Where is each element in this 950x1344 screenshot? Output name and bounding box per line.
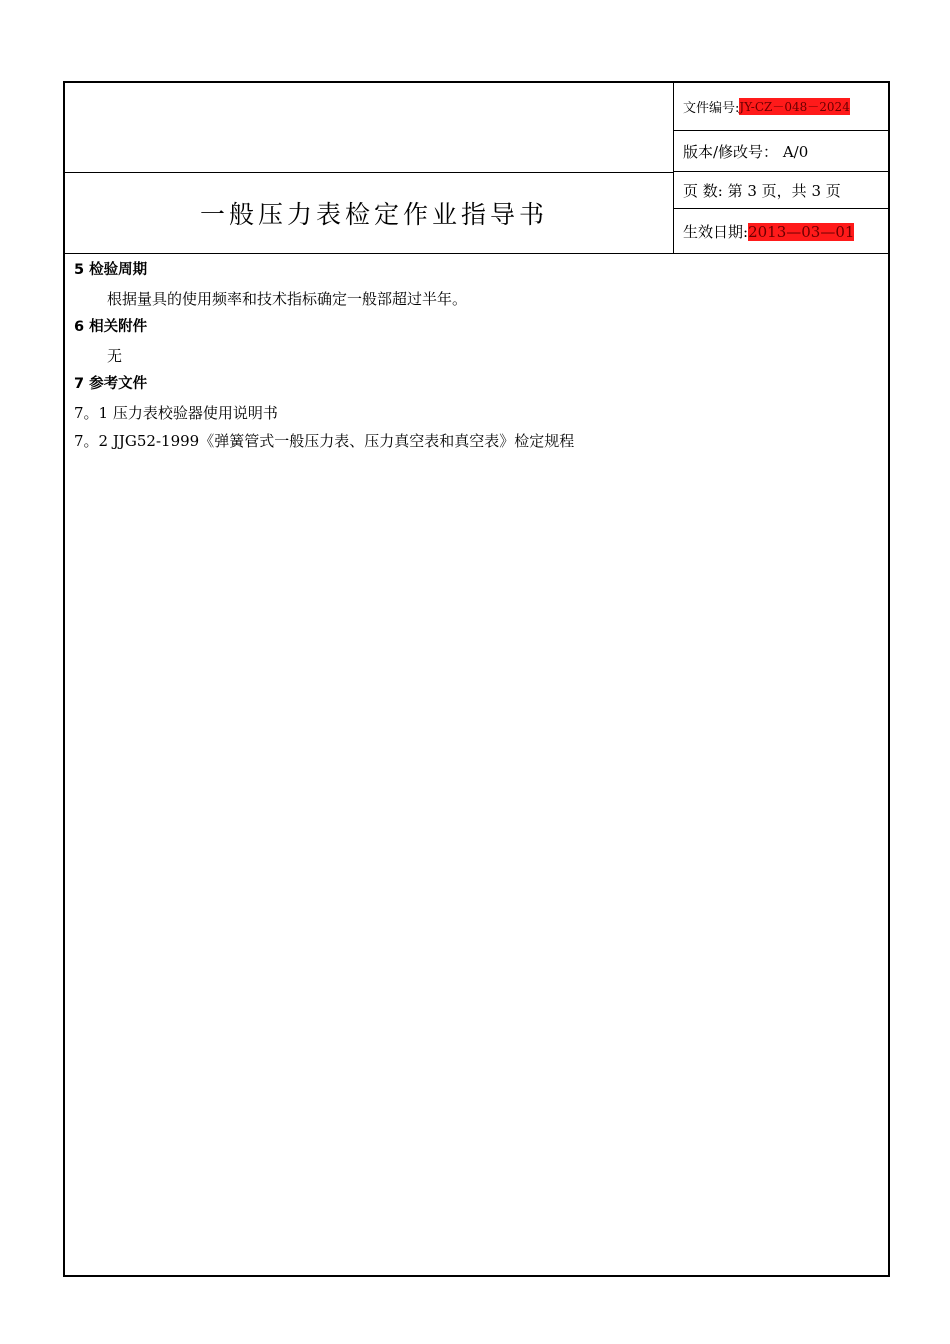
section-body-attachments: 无 xyxy=(107,346,123,365)
doc-number-value: JY-CZ－048－2024 xyxy=(739,100,850,114)
logo-area xyxy=(65,83,674,173)
document-header xyxy=(65,83,888,254)
effective-date-label: 生效日期: xyxy=(683,223,749,241)
version-cell xyxy=(674,132,890,172)
document-body xyxy=(74,256,879,456)
section-heading-attachments: 6 相关附件 xyxy=(74,319,148,335)
pages-cell xyxy=(674,173,890,209)
section-heading-inspection-cycle: 5 检验周期 xyxy=(74,262,148,278)
doc-number-label: 文件编号: xyxy=(683,101,740,116)
title-cell xyxy=(65,173,674,253)
version-label: 版本/修改号： xyxy=(683,143,779,161)
reference-item: 7。1 压力表校验器使用说明书 xyxy=(74,403,278,422)
section-heading-references: 7 参考文件 xyxy=(74,376,148,392)
page-title: 一般压力表检定作业指导书 xyxy=(199,200,548,229)
effective-date-value: 2013—03—01 xyxy=(748,222,855,241)
document-frame xyxy=(63,81,890,1277)
version-value: A/0 xyxy=(782,142,809,161)
reference-item: 7。2 JJG52-1999《弹簧管式一般压力表、压力真空表和真空表》检定规程 xyxy=(74,432,575,450)
section-body-inspection-cycle: 根据量具的使用频率和技术指标确定一般部超过半年。 xyxy=(107,289,468,308)
pages-text: 页 数: 第 3 页，共 3 页 xyxy=(683,182,841,200)
doc-number-cell xyxy=(674,83,890,131)
effective-date-cell xyxy=(674,210,890,253)
